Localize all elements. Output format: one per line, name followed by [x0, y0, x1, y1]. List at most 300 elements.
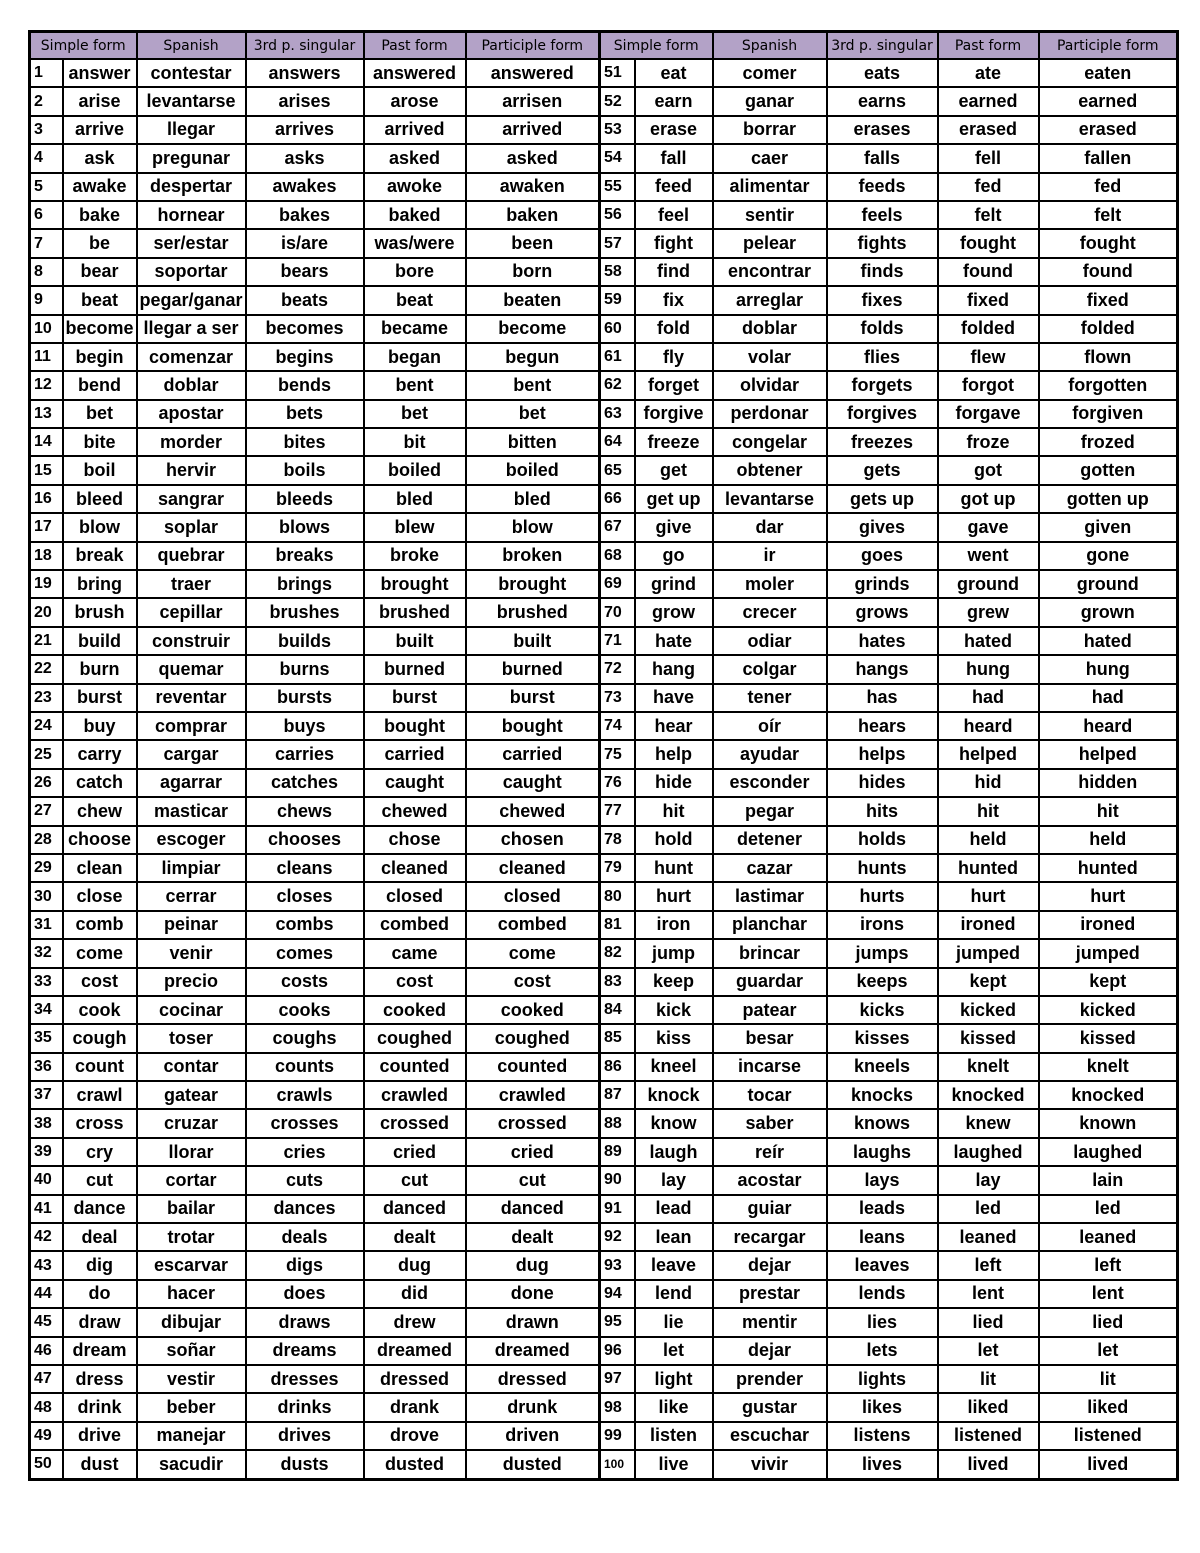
left-third-person: bends [246, 371, 364, 399]
left-past-form: dressed [364, 1365, 466, 1393]
left-participle-form: broken [466, 542, 600, 570]
right-participle-form: ironed [1039, 911, 1178, 939]
right-third-person: grinds [827, 570, 938, 598]
left-third-person: boils [246, 456, 364, 484]
table-row [30, 343, 1178, 371]
left-participle-form: arrisen [466, 87, 600, 115]
left-third-person: drinks [246, 1393, 364, 1421]
table-row [30, 201, 1178, 229]
left-third-person: blows [246, 513, 364, 541]
right-row-number: 72 [600, 655, 635, 683]
right-third-person: irons [827, 911, 938, 939]
left-spanish: cargar [137, 740, 246, 768]
left-participle-form: bent [466, 371, 600, 399]
left-simple-form: drink [63, 1393, 137, 1421]
left-past-form: arrived [364, 116, 466, 144]
right-row-number: 54 [600, 144, 635, 172]
right-row-number: 83 [600, 968, 635, 996]
left-third-person: bakes [246, 201, 364, 229]
right-row-number: 93 [600, 1251, 635, 1279]
left-third-person: is/are [246, 229, 364, 257]
right-past-form: grew [938, 598, 1039, 626]
table-row [30, 684, 1178, 712]
table-row [30, 400, 1178, 428]
right-participle-form: gotten up [1039, 485, 1178, 513]
right-spanish: gustar [713, 1393, 827, 1421]
left-third-person: coughs [246, 1024, 364, 1052]
right-simple-form: give [635, 513, 713, 541]
right-participle-form: forgiven [1039, 400, 1178, 428]
right-spanish: acostar [713, 1166, 827, 1194]
right-row-number: 95 [600, 1308, 635, 1336]
right-row-number: 97 [600, 1365, 635, 1393]
right-simple-form: lean [635, 1223, 713, 1251]
left-third-person: comes [246, 939, 364, 967]
right-simple-form: fold [635, 315, 713, 343]
table-row [30, 1024, 1178, 1052]
left-participle-form: coughed [466, 1024, 600, 1052]
right-third-person: kisses [827, 1024, 938, 1052]
right-spanish: levantarse [713, 485, 827, 513]
table-row [30, 59, 1178, 87]
right-spanish: prestar [713, 1280, 827, 1308]
left-past-form: brushed [364, 598, 466, 626]
right-participle-form: fought [1039, 229, 1178, 257]
right-row-number: 60 [600, 315, 635, 343]
left-spanish: comprar [137, 712, 246, 740]
left-third-person: builds [246, 627, 364, 655]
left-spanish: cruzar [137, 1109, 246, 1137]
right-participle-form: heard [1039, 712, 1178, 740]
left-row-number: 10 [30, 315, 63, 343]
left-past-form: closed [364, 882, 466, 910]
left-row-number: 40 [30, 1166, 63, 1194]
right-third-person: fixes [827, 286, 938, 314]
left-participle-form: drawn [466, 1308, 600, 1336]
left-participle-form: born [466, 258, 600, 286]
left-past-form: cooked [364, 996, 466, 1024]
left-simple-form: close [63, 882, 137, 910]
right-simple-form: know [635, 1109, 713, 1137]
right-spanish: cazar [713, 854, 827, 882]
right-past-form: erased [938, 116, 1039, 144]
left-simple-form: dust [63, 1450, 137, 1479]
left-past-form: counted [364, 1053, 466, 1081]
right-row-number: 78 [600, 826, 635, 854]
right-third-person: leads [827, 1195, 938, 1223]
right-row-number: 90 [600, 1166, 635, 1194]
left-spanish: llegar a ser [137, 315, 246, 343]
table-row [30, 797, 1178, 825]
right-participle-form: fallen [1039, 144, 1178, 172]
left-simple-form: brush [63, 598, 137, 626]
left-simple-form: come [63, 939, 137, 967]
right-spanish: encontrar [713, 258, 827, 286]
right-spanish: planchar [713, 911, 827, 939]
left-row-number: 49 [30, 1422, 63, 1450]
right-row-number: 87 [600, 1081, 635, 1109]
right-spanish: crecer [713, 598, 827, 626]
left-simple-form: boil [63, 456, 137, 484]
left-third-person: does [246, 1280, 364, 1308]
right-spanish: perdonar [713, 400, 827, 428]
right-past-form: fought [938, 229, 1039, 257]
left-spanish: escarvar [137, 1251, 246, 1279]
right-participle-form: kissed [1039, 1024, 1178, 1052]
right-third-person: leaves [827, 1251, 938, 1279]
right-third-person: lends [827, 1280, 938, 1308]
left-simple-form: burst [63, 684, 137, 712]
left-simple-form: bend [63, 371, 137, 399]
left-third-person: asks [246, 144, 364, 172]
left-third-person: answers [246, 59, 364, 87]
left-past-form: drew [364, 1308, 466, 1336]
right-past-form: liked [938, 1393, 1039, 1421]
right-simple-form: hear [635, 712, 713, 740]
table-row [30, 996, 1178, 1024]
table-row [30, 315, 1178, 343]
right-past-form: led [938, 1195, 1039, 1223]
right-past-form: hung [938, 655, 1039, 683]
left-simple-form: bake [63, 201, 137, 229]
left-spanish: cortar [137, 1166, 246, 1194]
right-participle-form: hit [1039, 797, 1178, 825]
right-row-number: 92 [600, 1223, 635, 1251]
table-row [30, 87, 1178, 115]
right-participle-form: frozed [1039, 428, 1178, 456]
left-spanish: venir [137, 939, 246, 967]
right-third-person: hears [827, 712, 938, 740]
left-spanish: doblar [137, 371, 246, 399]
left-simple-form: comb [63, 911, 137, 939]
left-spanish: vestir [137, 1365, 246, 1393]
left-past-form: built [364, 627, 466, 655]
right-row-number: 66 [600, 485, 635, 513]
right-participle-form: let [1039, 1337, 1178, 1365]
right-spanish: olvidar [713, 371, 827, 399]
right-participle-form: forgotten [1039, 371, 1178, 399]
right-third-person: laughs [827, 1138, 938, 1166]
left-simple-form: bleed [63, 485, 137, 513]
table-row [30, 116, 1178, 144]
right-simple-form: hit [635, 797, 713, 825]
table-row [30, 655, 1178, 683]
left-past-form: was/were [364, 229, 466, 257]
right-past-form: heard [938, 712, 1039, 740]
left-simple-form: bring [63, 570, 137, 598]
left-third-person: becomes [246, 315, 364, 343]
table-row [30, 826, 1178, 854]
right-row-number: 89 [600, 1138, 635, 1166]
right-simple-form: find [635, 258, 713, 286]
left-row-number: 18 [30, 542, 63, 570]
right-simple-form: live [635, 1450, 713, 1479]
left-spanish: reventar [137, 684, 246, 712]
right-participle-form: had [1039, 684, 1178, 712]
table-row [30, 542, 1178, 570]
header-third-person-left: 3rd p. singular [246, 32, 364, 60]
table-row [30, 1138, 1178, 1166]
right-past-form: left [938, 1251, 1039, 1279]
right-third-person: falls [827, 144, 938, 172]
left-past-form: bent [364, 371, 466, 399]
left-simple-form: bet [63, 400, 137, 428]
right-participle-form: helped [1039, 740, 1178, 768]
right-third-person: kicks [827, 996, 938, 1024]
right-spanish: borrar [713, 116, 827, 144]
right-spanish: reír [713, 1138, 827, 1166]
left-spanish: soñar [137, 1337, 246, 1365]
left-row-number: 41 [30, 1195, 63, 1223]
right-third-person: lies [827, 1308, 938, 1336]
table-row [30, 1195, 1178, 1223]
right-third-person: hates [827, 627, 938, 655]
left-row-number: 6 [30, 201, 63, 229]
table-row [30, 570, 1178, 598]
left-third-person: cleans [246, 854, 364, 882]
right-past-form: lived [938, 1450, 1039, 1479]
right-row-number: 55 [600, 173, 635, 201]
left-past-form: blew [364, 513, 466, 541]
right-row-number: 59 [600, 286, 635, 314]
right-third-person: gives [827, 513, 938, 541]
left-row-number: 7 [30, 229, 63, 257]
right-simple-form: jump [635, 939, 713, 967]
table-row [30, 882, 1178, 910]
right-spanish: prender [713, 1365, 827, 1393]
left-past-form: burned [364, 655, 466, 683]
left-participle-form: danced [466, 1195, 600, 1223]
right-past-form: hurt [938, 882, 1039, 910]
left-row-number: 21 [30, 627, 63, 655]
left-spanish: pregunar [137, 144, 246, 172]
right-past-form: got up [938, 485, 1039, 513]
right-past-form: leaned [938, 1223, 1039, 1251]
right-past-form: forgave [938, 400, 1039, 428]
right-third-person: has [827, 684, 938, 712]
left-past-form: did [364, 1280, 466, 1308]
right-simple-form: lend [635, 1280, 713, 1308]
left-spanish: soplar [137, 513, 246, 541]
left-spanish: pegar/ganar [137, 286, 246, 314]
left-simple-form: draw [63, 1308, 137, 1336]
left-past-form: dealt [364, 1223, 466, 1251]
right-participle-form: hunted [1039, 854, 1178, 882]
right-spanish: colgar [713, 655, 827, 683]
header-spanish-right: Spanish [713, 32, 827, 60]
right-third-person: hits [827, 797, 938, 825]
left-past-form: beat [364, 286, 466, 314]
right-spanish: recargar [713, 1223, 827, 1251]
right-row-number: 65 [600, 456, 635, 484]
right-past-form: knew [938, 1109, 1039, 1137]
right-past-form: hid [938, 769, 1039, 797]
left-past-form: drank [364, 1393, 466, 1421]
left-past-form: cried [364, 1138, 466, 1166]
left-past-form: bled [364, 485, 466, 513]
table-row [30, 1365, 1178, 1393]
left-past-form: came [364, 939, 466, 967]
right-spanish: dar [713, 513, 827, 541]
table-row [30, 1393, 1178, 1421]
left-participle-form: become [466, 315, 600, 343]
left-spanish: cocinar [137, 996, 246, 1024]
left-row-number: 44 [30, 1280, 63, 1308]
left-third-person: cries [246, 1138, 364, 1166]
right-row-number: 99 [600, 1422, 635, 1450]
left-row-number: 31 [30, 911, 63, 939]
right-simple-form: fly [635, 343, 713, 371]
left-past-form: danced [364, 1195, 466, 1223]
left-spanish: hervir [137, 456, 246, 484]
right-row-number: 62 [600, 371, 635, 399]
right-spanish: ganar [713, 87, 827, 115]
left-spanish: hornear [137, 201, 246, 229]
right-simple-form: help [635, 740, 713, 768]
right-past-form: forgot [938, 371, 1039, 399]
right-third-person: likes [827, 1393, 938, 1421]
left-row-number: 37 [30, 1081, 63, 1109]
right-simple-form: have [635, 684, 713, 712]
right-row-number: 75 [600, 740, 635, 768]
right-row-number: 98 [600, 1393, 635, 1421]
right-simple-form: lead [635, 1195, 713, 1223]
right-third-person: forgives [827, 400, 938, 428]
table-row [30, 1223, 1178, 1251]
left-row-number: 35 [30, 1024, 63, 1052]
left-past-form: brought [364, 570, 466, 598]
right-row-number: 70 [600, 598, 635, 626]
left-spanish: quemar [137, 655, 246, 683]
right-past-form: lit [938, 1365, 1039, 1393]
right-row-number: 68 [600, 542, 635, 570]
right-participle-form: gotten [1039, 456, 1178, 484]
right-participle-form: eaten [1039, 59, 1178, 87]
left-spanish: limpiar [137, 854, 246, 882]
left-third-person: counts [246, 1053, 364, 1081]
left-participle-form: burned [466, 655, 600, 683]
right-simple-form: listen [635, 1422, 713, 1450]
left-spanish: construir [137, 627, 246, 655]
left-participle-form: bet [466, 400, 600, 428]
right-third-person: lets [827, 1337, 938, 1365]
left-row-number: 23 [30, 684, 63, 712]
left-spanish: cerrar [137, 882, 246, 910]
right-simple-form: fix [635, 286, 713, 314]
left-row-number: 43 [30, 1251, 63, 1279]
right-simple-form: hold [635, 826, 713, 854]
right-participle-form: fed [1039, 173, 1178, 201]
right-row-number: 86 [600, 1053, 635, 1081]
left-row-number: 36 [30, 1053, 63, 1081]
left-participle-form: asked [466, 144, 600, 172]
right-row-number: 57 [600, 229, 635, 257]
left-row-number: 34 [30, 996, 63, 1024]
left-third-person: arises [246, 87, 364, 115]
table-row [30, 1053, 1178, 1081]
left-spanish: despertar [137, 173, 246, 201]
right-participle-form: earned [1039, 87, 1178, 115]
right-simple-form: freeze [635, 428, 713, 456]
left-past-form: dreamed [364, 1337, 466, 1365]
right-row-number: 67 [600, 513, 635, 541]
left-simple-form: begin [63, 343, 137, 371]
left-simple-form: become [63, 315, 137, 343]
left-spanish: peinar [137, 911, 246, 939]
right-past-form: helped [938, 740, 1039, 768]
left-third-person: arrives [246, 116, 364, 144]
right-row-number: 71 [600, 627, 635, 655]
right-row-number: 80 [600, 882, 635, 910]
right-third-person: gets up [827, 485, 938, 513]
right-simple-form: fall [635, 144, 713, 172]
right-simple-form: get up [635, 485, 713, 513]
left-spanish: contar [137, 1053, 246, 1081]
left-simple-form: do [63, 1280, 137, 1308]
right-participle-form: leaned [1039, 1223, 1178, 1251]
left-spanish: sangrar [137, 485, 246, 513]
right-participle-form: folded [1039, 315, 1178, 343]
left-third-person: dances [246, 1195, 364, 1223]
left-participle-form: been [466, 229, 600, 257]
right-third-person: keeps [827, 968, 938, 996]
left-participle-form: burst [466, 684, 600, 712]
left-row-number: 32 [30, 939, 63, 967]
left-row-number: 1 [30, 59, 63, 87]
left-simple-form: drive [63, 1422, 137, 1450]
left-past-form: cut [364, 1166, 466, 1194]
left-third-person: buys [246, 712, 364, 740]
right-third-person: erases [827, 116, 938, 144]
right-third-person: hurts [827, 882, 938, 910]
right-participle-form: hurt [1039, 882, 1178, 910]
left-participle-form: dressed [466, 1365, 600, 1393]
left-simple-form: ask [63, 144, 137, 172]
right-third-person: earns [827, 87, 938, 115]
right-spanish: comer [713, 59, 827, 87]
right-third-person: feeds [827, 173, 938, 201]
left-simple-form: answer [63, 59, 137, 87]
table-row [30, 371, 1178, 399]
right-participle-form: lain [1039, 1166, 1178, 1194]
left-simple-form: arrive [63, 116, 137, 144]
left-spanish: masticar [137, 797, 246, 825]
left-third-person: cooks [246, 996, 364, 1024]
left-third-person: chews [246, 797, 364, 825]
right-participle-form: held [1039, 826, 1178, 854]
left-participle-form: built [466, 627, 600, 655]
left-simple-form: count [63, 1053, 137, 1081]
left-participle-form: chewed [466, 797, 600, 825]
left-past-form: baked [364, 201, 466, 229]
right-spanish: besar [713, 1024, 827, 1052]
left-participle-form: dreamed [466, 1337, 600, 1365]
left-third-person: costs [246, 968, 364, 996]
right-row-number: 96 [600, 1337, 635, 1365]
left-row-number: 8 [30, 258, 63, 286]
left-participle-form: cleaned [466, 854, 600, 882]
left-past-form: asked [364, 144, 466, 172]
right-simple-form: hang [635, 655, 713, 683]
left-spanish: llorar [137, 1138, 246, 1166]
left-simple-form: choose [63, 826, 137, 854]
left-third-person: drives [246, 1422, 364, 1450]
left-simple-form: deal [63, 1223, 137, 1251]
right-participle-form: lied [1039, 1308, 1178, 1336]
right-third-person: forgets [827, 371, 938, 399]
left-participle-form: come [466, 939, 600, 967]
right-simple-form: laugh [635, 1138, 713, 1166]
